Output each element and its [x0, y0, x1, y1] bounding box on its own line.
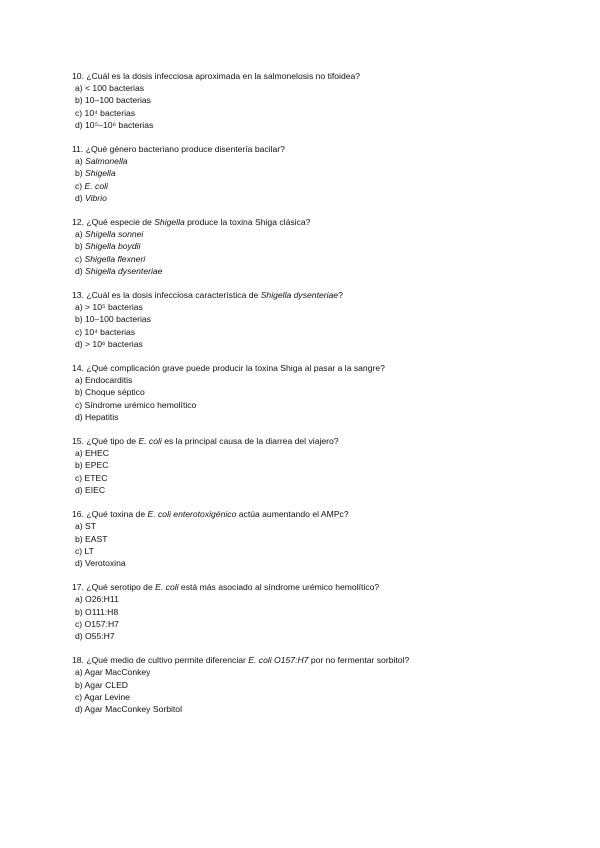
option-text: b) Agar CLED — [75, 679, 129, 690]
question-number: 13. — [72, 290, 84, 301]
question-number: 10. — [72, 71, 84, 81]
answer-option — [72, 228, 542, 240]
answer-options — [72, 374, 542, 423]
option-text: d) 10⁵–10⁶ bacterias — [75, 119, 154, 130]
question-block — [72, 435, 542, 496]
option-text: a) < 100 bacterias — [75, 83, 145, 94]
question-block — [72, 289, 542, 350]
option-text: a) — [75, 156, 86, 167]
answer-option — [72, 180, 542, 192]
answer-option — [72, 82, 542, 94]
option-text: c) Agar Levine — [75, 691, 130, 702]
option-text: d) > 10⁶ bacterias — [75, 338, 143, 349]
option-text: b) EPEC — [75, 460, 109, 471]
answer-option — [72, 691, 542, 703]
question-text — [72, 362, 542, 374]
option-text: d) O55:H7 — [75, 630, 115, 641]
option-italic-term: Shigella — [85, 168, 116, 179]
answer-option — [72, 472, 542, 484]
answer-option — [72, 167, 542, 179]
question-number: 16. — [72, 509, 84, 520]
answer-options — [72, 155, 542, 204]
question-text-segment: ¿Cuál es la dosis infecciosa aproximada en la salmonelosis no tifoidea? — [86, 71, 361, 81]
option-italic-term: Shigella dysenteriae — [85, 265, 163, 276]
question-text-segment: ¿Qué medio de cultivo permite diferenciar — [86, 655, 249, 666]
option-italic-term: E. coli — [84, 180, 108, 191]
option-italic-term: Shigella boydii — [85, 241, 141, 252]
question-list — [72, 70, 542, 727]
option-text: a) Agar MacConkey — [75, 667, 151, 678]
answer-option — [72, 447, 542, 459]
option-text: b) — [75, 241, 86, 252]
question-text-segment: ¿Qué tipo de — [86, 436, 139, 447]
answer-option — [72, 338, 542, 350]
option-text: d) Verotoxina — [75, 557, 126, 568]
answer-options — [72, 82, 542, 131]
option-text: b) Choque séptico — [75, 387, 145, 398]
question-italic-term: E. coli enterotoxigénico — [147, 509, 237, 520]
question-block — [72, 216, 542, 277]
question-text-segment: actúa aumentando el AMPc? — [236, 509, 349, 520]
question-italic-term: E. coli — [155, 582, 179, 593]
question-text-segment: ¿Qué toxina de — [86, 509, 148, 520]
answer-option — [72, 703, 542, 715]
answer-option — [72, 557, 542, 569]
answer-option — [72, 679, 542, 691]
option-italic-term: Shigella sonnei — [85, 229, 144, 240]
option-italic-term: Vibrio — [85, 192, 107, 203]
question-text — [72, 216, 542, 228]
option-text: c) 10⁴ bacterias — [75, 326, 136, 337]
answer-options — [72, 228, 542, 277]
answer-option — [72, 374, 542, 386]
question-text — [72, 289, 542, 301]
question-text-segment: por no fermentar sorbitol? — [308, 655, 410, 666]
question-number: 18. — [72, 655, 84, 666]
question-number: 12. — [72, 217, 84, 228]
answer-option — [72, 606, 542, 618]
option-text: b) 10–100 bacterias — [75, 95, 151, 106]
option-text: d) — [75, 192, 86, 203]
answer-options — [72, 301, 542, 350]
answer-options — [72, 666, 542, 715]
question-text — [72, 654, 542, 666]
option-text: c) ETEC — [75, 472, 108, 483]
answer-option — [72, 533, 542, 545]
answer-option — [72, 411, 542, 423]
question-block — [72, 581, 542, 642]
question-number: 15. — [72, 436, 84, 447]
option-text: c) — [75, 180, 85, 191]
question-italic-term: E. coli O157:H7 — [248, 655, 309, 666]
option-text: a) O26:H11 — [75, 594, 119, 605]
option-text: a) ST — [75, 521, 97, 532]
option-text: d) EIEC — [75, 484, 106, 495]
answer-options — [72, 593, 542, 642]
answer-options — [72, 520, 542, 569]
question-block — [72, 654, 542, 715]
answer-option — [72, 459, 542, 471]
answer-option — [72, 520, 542, 532]
option-text: d) Hepatitis — [75, 411, 119, 422]
answer-option — [72, 313, 542, 325]
answer-option — [72, 253, 542, 265]
answer-option — [72, 630, 542, 642]
answer-option — [72, 484, 542, 496]
question-text-segment: está más asociado al síndrome urémico hemolítico? — [178, 582, 380, 593]
question-number: 17. — [72, 582, 84, 593]
question-text-segment: ¿Qué serotipo de — [86, 582, 156, 593]
option-italic-term: Salmonella — [85, 156, 128, 167]
option-text: c) 10⁴ bacterias — [75, 107, 136, 118]
question-italic-term: E. coli — [138, 436, 162, 447]
answer-option — [72, 107, 542, 119]
answer-option — [72, 326, 542, 338]
option-text: a) — [75, 229, 86, 240]
answer-option — [72, 119, 542, 131]
answer-option — [72, 618, 542, 630]
option-text: a) Endocarditis — [75, 375, 133, 386]
answer-option — [72, 155, 542, 167]
option-text: a) > 10⁵ bacterias — [75, 302, 143, 313]
question-block — [72, 70, 542, 131]
option-text: c) O157:H7 — [75, 618, 119, 629]
answer-option — [72, 399, 542, 411]
question-text-segment: ¿Cuál es la dosis infecciosa característica de — [86, 290, 261, 301]
option-italic-term: Shigella flexneri — [84, 253, 146, 264]
question-block — [72, 362, 542, 423]
option-text: c) — [75, 253, 85, 264]
question-text — [72, 70, 542, 82]
question-text-segment: ¿Qué especie de — [86, 217, 155, 228]
option-text: d) — [75, 265, 86, 276]
answer-option — [72, 593, 542, 605]
option-text: d) Agar MacConkey Sorbitol — [75, 703, 182, 714]
question-number: 11. — [72, 144, 84, 155]
question-block — [72, 508, 542, 569]
option-text: c) LT — [75, 545, 94, 556]
option-text: b) 10–100 bacterias — [75, 314, 151, 325]
option-text: c) Síndrome urémico hemolítico — [75, 399, 197, 410]
answer-option — [72, 240, 542, 252]
answer-option — [72, 265, 542, 277]
option-text: a) EHEC — [75, 448, 109, 459]
answer-option — [72, 545, 542, 557]
answer-option — [72, 666, 542, 678]
question-text-segment: ¿Qué complicación grave puede producir la toxina Shiga al pasar a la sangre? — [86, 363, 385, 374]
answer-option — [72, 94, 542, 106]
question-text — [72, 581, 542, 593]
answer-option — [72, 192, 542, 204]
question-italic-term: Shigella — [154, 217, 185, 228]
option-text: b) — [75, 168, 86, 179]
option-text: b) O111:H8 — [75, 606, 119, 617]
answer-option — [72, 301, 542, 313]
question-text — [72, 435, 542, 447]
question-text-segment: ? — [338, 290, 343, 301]
answer-options — [72, 447, 542, 496]
question-text — [72, 143, 542, 155]
question-text — [72, 508, 542, 520]
question-italic-term: Shigella dysenteriae — [260, 290, 339, 301]
question-text-segment: produce la toxina Shiga clásica? — [184, 217, 311, 228]
question-text-segment: es la principal causa de la diarrea del viajero? — [161, 436, 339, 447]
question-text-segment: ¿Qué género bacteriano produce disentería bacilar? — [85, 144, 285, 155]
question-block — [72, 143, 542, 204]
option-text: b) EAST — [75, 533, 108, 544]
question-number: 14. — [72, 363, 84, 374]
answer-option — [72, 386, 542, 398]
